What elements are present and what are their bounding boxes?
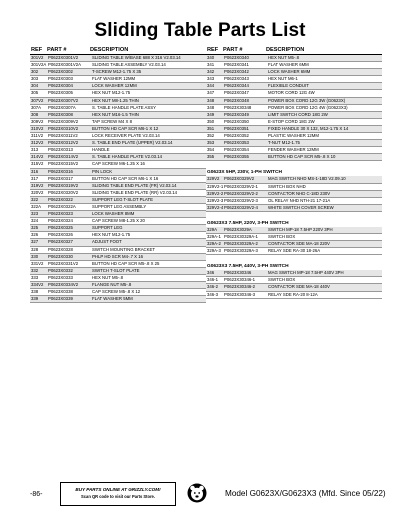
description-cell: SLIDING TABLE END PLATE (FR) V2.03.14 [91, 182, 206, 189]
part-number-cell: P0623X0350 [223, 118, 267, 125]
table-row [30, 168, 206, 175]
table-row [30, 267, 206, 274]
table-row [30, 175, 206, 182]
part-number-cell: P0623X0332 [47, 267, 91, 274]
ref-cell: 334V2 [30, 282, 47, 289]
description-cell: SWITCH T-SLOT PLATE [91, 267, 206, 274]
description-cell: BUTTON HD CAP SCR M6-1 X 16 [91, 175, 206, 182]
description-cell: S. TABLE END PLATE (UPPER) V2.03.14 [91, 140, 206, 147]
section-table [206, 227, 382, 255]
ref-cell: 344 [206, 83, 223, 90]
part-number-cell: P0623X0327 [47, 239, 91, 246]
ref-cell: 329V2-4 [207, 204, 223, 210]
parts-table-right [206, 55, 382, 161]
description-cell: CONTACTOR SDE MA-18 440V [267, 284, 382, 291]
description-cell: RELAY SDE RA-30 18-26A [267, 248, 382, 255]
table-row [206, 183, 382, 190]
table-row [206, 277, 382, 284]
description-cell: PIN LOCK [91, 168, 206, 175]
part-number-cell: P0623X30329A-3 [223, 248, 267, 255]
header-part: PART # [223, 47, 243, 53]
table-row [206, 197, 382, 204]
description-cell: MAG SWITCH MP-18 7.5HP 440V 3PH [267, 270, 382, 277]
table-row [206, 83, 382, 90]
table-row [30, 246, 206, 253]
part-number-cell: P0623X30346 [223, 270, 267, 277]
part-number-cell: P0623X0341 [223, 62, 267, 69]
table-row [30, 274, 206, 281]
description-cell: FIXED HANDLE 30 X 132, M12-1.75 X 14 [267, 125, 382, 132]
section-title: G0623X3 7.5HP, 440V, 3-PH SWITCH [207, 264, 289, 270]
table-row [30, 225, 206, 232]
ref-cell: 329A-1 [206, 233, 223, 240]
ref-cell: 315V2 [30, 161, 47, 168]
table-row [30, 62, 206, 69]
part-number-cell: P0623X0308 [47, 111, 91, 118]
table-row [206, 176, 382, 183]
part-number-cell: P0623X30346-2 [223, 284, 267, 291]
ref-cell: 308 [30, 111, 47, 118]
table-row [30, 76, 206, 83]
description-cell: PHLP HD SCR M4-.7 X 16 [91, 253, 206, 260]
ref-cell: 307A [30, 104, 47, 111]
table-row [206, 133, 382, 140]
description-cell: POWER BOX CORD 12G 4W (G0623X3) [267, 104, 382, 111]
part-number-cell: P0623X0322A [47, 203, 91, 210]
description-cell: SWITCH MOUNTING BRACKET [91, 246, 206, 253]
buy-parts-link[interactable]: BUY PARTS ONLINE AT GRIZZLY.COM! [75, 487, 161, 492]
header-ref: REF [31, 47, 43, 53]
part-number-cell: P0623X0312V2 [47, 140, 91, 147]
table-row [30, 211, 206, 218]
part-number-cell: P0623X0301V2A [47, 62, 91, 69]
description-cell: FLAT WASHER 6MM [267, 62, 382, 69]
table-row [30, 125, 206, 132]
header-description: DESCRIPTION [266, 47, 305, 53]
table-row [30, 218, 206, 225]
ref-cell: 322 [30, 196, 47, 203]
table-row [30, 260, 206, 267]
parts-table-left [30, 55, 206, 303]
part-number-cell: P0623X0326 [47, 232, 91, 239]
ref-cell: 346-3 [206, 291, 223, 298]
description-cell: FENDER WASHER 12MM [267, 147, 382, 154]
part-number-cell: P0623X0338 [47, 289, 91, 296]
description-cell: LOCK WASHER 12MM [91, 83, 206, 90]
table-row [30, 296, 206, 303]
table-row [206, 140, 382, 147]
description-cell: T-SCREW M12-1.75 X 35 [91, 69, 206, 76]
ref-cell: 348 [206, 104, 223, 111]
table-row [30, 55, 206, 62]
description-cell: SWITCH BOX NHD [267, 183, 382, 190]
part-number-cell: P0623X0354 [223, 147, 267, 154]
page-number: -86- [30, 491, 43, 498]
part-number-cell: P0623X0339 [47, 296, 91, 303]
description-cell: SLIDING TABLE W/BASE 688 X 316 V2.03.14 [91, 55, 206, 62]
ref-cell: 320V2 [30, 189, 47, 196]
table-row [206, 291, 382, 298]
ref-cell: 301V2A [31, 62, 47, 68]
table-row [206, 270, 382, 277]
part-number-cell: P0623X0310V2 [47, 125, 91, 132]
ref-cell: 352 [206, 133, 223, 140]
part-number-cell: P0623X0329V2-1 [223, 183, 267, 190]
header-description: DESCRIPTION [90, 47, 129, 53]
table-row [30, 203, 206, 210]
ref-cell: 355 [206, 154, 223, 161]
part-number-cell: P0623X0307V2 [47, 97, 91, 104]
part-number-cell: P0623X0329V2-4 [223, 204, 267, 211]
description-cell: CAP SCREW M6-1.25 X 16 [91, 161, 206, 168]
table-row [30, 118, 206, 125]
table-row [30, 282, 206, 289]
ref-cell: 322A [30, 203, 47, 210]
section-table [206, 176, 382, 211]
ref-cell: 323 [30, 211, 47, 218]
table-row [206, 62, 382, 69]
table-row [30, 147, 206, 154]
part-number-cell: P0623X0324 [47, 218, 91, 225]
part-number-cell: P0623X0302 [47, 69, 91, 76]
ref-cell: 329A-3 [206, 248, 223, 255]
section-table [206, 270, 382, 298]
ref-cell: 340 [206, 55, 223, 62]
ref-cell: 330 [30, 253, 47, 260]
ref-cell: 312V2 [30, 140, 47, 147]
ref-cell: 347 [206, 90, 223, 97]
ref-cell: 316 [30, 168, 47, 175]
description-cell: HEX NUT M12-1.75 [91, 90, 206, 97]
description-cell: TAP SCREW M4 X 8 [91, 118, 206, 125]
part-number-cell: P0623X0301V2 [47, 55, 91, 62]
section-title: G0623X 5HP, 230V, 1-PH SWITCH [207, 170, 282, 176]
qr-code-note: Scan QR code to visit our Parts Store. [81, 494, 155, 499]
part-number-cell: P0623X0353 [223, 140, 267, 147]
description-cell: SWITCH BOX [267, 277, 382, 284]
ref-cell: 305 [30, 90, 47, 97]
description-cell: BUTTON HD CAP SCR M6-1 X 12 [91, 125, 206, 132]
ref-cell: 346 [206, 270, 223, 277]
table-row [206, 154, 382, 161]
description-cell: FLANGE NUT M5-.8 [91, 282, 206, 289]
description-cell: ADJUST FOOT [91, 239, 206, 246]
table-row [30, 69, 206, 76]
ref-cell: 304 [30, 83, 47, 90]
description-cell: SUPPORT LEG ASSEMBLY [91, 203, 206, 210]
description-cell: CONTACTOR NHD C-18D 230V [267, 190, 382, 197]
part-number-cell: P0623X0328 [47, 246, 91, 253]
ref-cell: 326 [30, 232, 47, 239]
description-cell: LOCK RECEIVER PLATE V2.03.14 [91, 133, 206, 140]
part-number-cell: P0623X0317 [47, 175, 91, 182]
table-row [206, 69, 382, 76]
description-cell: SWITCH BOX [267, 233, 382, 240]
table-row [30, 97, 206, 104]
description-cell: WHITE SWITCH COVER SCREW [267, 204, 382, 211]
part-number-cell: P0623X0340 [223, 55, 267, 62]
ref-cell: 329V2 [206, 176, 223, 183]
header-ref: REF [207, 47, 219, 53]
description-cell: MOTOR CORD 12G 4W [267, 90, 382, 97]
ref-cell: 329V2-2 [207, 190, 223, 196]
part-number-cell: P0623X0355 [223, 154, 267, 161]
part-number-cell: P0623X0343 [223, 76, 267, 83]
table-row [30, 154, 206, 161]
part-number-cell: P0623X0303 [47, 76, 91, 83]
ref-cell: 343 [206, 76, 223, 83]
part-number-cell: P0623X0347 [223, 90, 267, 97]
page-title: Sliding Table Parts List [94, 20, 306, 41]
part-number-cell: P0623X0351 [223, 125, 267, 132]
part-number-cell: P0623X0334V2 [47, 282, 91, 289]
table-row [206, 125, 382, 132]
table-row [30, 111, 206, 118]
table-row [30, 253, 206, 260]
description-cell: PLASTIC WASHER 12MM [267, 133, 382, 140]
ref-cell: 339 [30, 296, 47, 303]
ref-cell: 349 [206, 111, 223, 118]
part-number-cell: P0623X0329V2 [223, 176, 267, 183]
table-row [30, 90, 206, 97]
table-row [206, 190, 382, 197]
table-row [30, 239, 206, 246]
table-row [30, 161, 206, 168]
part-number-cell: P0623X0330 [47, 253, 91, 260]
table-row [206, 284, 382, 291]
ref-cell: 325 [30, 225, 47, 232]
ref-cell: 329A [206, 227, 223, 234]
description-cell: SLIDING TABLE ASSEMBLY V2.03.14 [91, 62, 206, 69]
ref-cell: 353 [206, 140, 223, 147]
ref-cell: 333 [30, 274, 47, 281]
part-number-cell: P0623X30346-1 [223, 277, 267, 284]
table-row [206, 241, 382, 248]
part-number-cell: P0623X0314V2 [47, 154, 91, 161]
description-cell: LIMIT SWITCH CORD 18G 2W [267, 111, 382, 118]
part-number-cell: P0623X0316 [47, 168, 91, 175]
page-footer [0, 470, 400, 510]
part-number-cell: P0623X0352 [223, 133, 267, 140]
part-number-cell: P0623X30329A-2 [223, 241, 267, 248]
description-cell: CAP SCREW M5-.8 X 12 [91, 289, 206, 296]
description-cell: CONTACTOR SDE MA-18 220V [267, 241, 382, 248]
ref-cell: 327 [30, 239, 47, 246]
part-number-cell: P0623X0329V2-3 [223, 197, 267, 204]
ref-cell: 329V2-1 [207, 183, 223, 189]
ref-cell: 307V2 [30, 97, 47, 104]
ref-cell: 313 [30, 147, 47, 154]
table-row [206, 204, 382, 211]
ref-cell: 346-1 [206, 277, 223, 284]
table-row [30, 189, 206, 196]
description-cell: FLAT WASHER 12MM [91, 76, 206, 83]
table-row [206, 118, 382, 125]
part-number-cell: P0623X30348 [223, 104, 267, 111]
description-cell: POWER BOX CORD 12G 3W (G0623X) [267, 97, 382, 104]
table-row [206, 97, 382, 104]
table-row [206, 55, 382, 62]
description-cell: SUPPORT LEG T-SLOT PLATE [91, 196, 206, 203]
part-number-cell: P0623X0305 [47, 90, 91, 97]
table-row [30, 196, 206, 203]
parts-column-right [206, 47, 382, 299]
description-cell: RELAY SDE RA-20 8-12A [267, 291, 382, 298]
part-number-cell: P0623X0307A [47, 104, 91, 111]
part-number-cell: P0623X0333 [47, 274, 91, 281]
part-number-cell: P0623X0309V2 [47, 118, 91, 125]
description-cell: BUTTON HD CAP SCR M5-.8 X 10 [267, 154, 382, 161]
header-part: PART # [47, 47, 67, 53]
part-number-cell: P0623X0349 [223, 111, 267, 118]
part-number-cell: P0623X0344 [223, 83, 267, 90]
description-cell: HEX NUT M5-.8 [267, 55, 382, 62]
description-cell: FLEXIBLE CONDUIT [267, 83, 382, 90]
table-row [206, 104, 382, 111]
part-number-cell: P0623X0320V2 [47, 189, 91, 196]
description-cell: LOCK WASHER 8MM [91, 211, 206, 218]
grizzly-bear-logo-icon [187, 483, 207, 503]
table-row [206, 233, 382, 240]
part-number-cell: P0623X0322 [47, 196, 91, 203]
part-number-cell: P0623X3029A [223, 227, 267, 234]
description-cell: E-STOP CORD 18G 2W [267, 118, 382, 125]
ref-cell: 309V2 [30, 118, 47, 125]
description-cell: HEX NUT M5-.8 [91, 274, 206, 281]
ref-cell: 302 [30, 69, 47, 76]
ref-cell: 303 [30, 76, 47, 83]
ref-cell: 351 [206, 125, 223, 132]
table-row [30, 104, 206, 111]
description-cell: MAG SWITCH NHD MS-1-18D V2.09.10 [267, 176, 382, 183]
ref-cell: 331V2 [30, 260, 47, 267]
part-number-cell: P0623X0331V2 [47, 260, 91, 267]
ref-cell: 342 [206, 69, 223, 76]
ref-cell: 317 [30, 175, 47, 182]
part-number-cell: P0623X0348 [223, 97, 267, 104]
description-cell: HEX NUT M12-1.75 [91, 232, 206, 239]
ref-cell: 311V2 [30, 133, 47, 140]
part-number-cell: P0623X0313 [47, 147, 91, 154]
ref-cell: 329A-2 [206, 241, 223, 248]
section-title: G0623X3 7.5HP, 220V, 3-PH SWITCH [207, 220, 289, 226]
table-row [30, 182, 206, 189]
table-row [206, 90, 382, 97]
parts-column-left [30, 47, 206, 303]
ref-cell: 324 [30, 218, 47, 225]
table-row [206, 147, 382, 154]
table-row [30, 133, 206, 140]
description-cell: T-NUT M12-1.75 [267, 140, 382, 147]
description-cell: HEX NUT M6-1 [267, 76, 382, 83]
description-cell: S. TABLE HANDLE PLATE V2.03.14 [91, 154, 206, 161]
description-cell: FLAT WASHER 5MM [91, 296, 206, 303]
description-cell: BUTTON HD CAP SCR M5-.8 X 25 [91, 260, 206, 267]
table-row [206, 76, 382, 83]
description-cell: HEX NUT M16-1.5 THIN [91, 111, 206, 118]
table-row [30, 289, 206, 296]
table-row [206, 111, 382, 118]
description-cell: HEX NUT M8-1.25 THIN [91, 97, 206, 104]
ref-cell: 329V2-3 [207, 197, 223, 203]
description-cell: OL RELAY NHD NTH-21 17-21A [267, 197, 382, 204]
model-line: Model G0623X/G0623X3 (Mfd. Since 05/22) [225, 489, 386, 498]
ref-cell: 314V2 [30, 154, 47, 161]
ref-cell: 319V2 [30, 182, 47, 189]
ref-cell: 354 [206, 147, 223, 154]
part-number-cell: P0623X0319V2 [47, 182, 91, 189]
part-number-cell: P0623X0329V2-2 [223, 190, 267, 197]
description-cell: SLIDING TABLE END PLATE (RR) V2.03.14 [91, 189, 206, 196]
table-header [206, 47, 382, 55]
ref-cell: 350 [206, 118, 223, 125]
buy-parts-box[interactable] [60, 482, 176, 506]
part-number-cell: P0623X0315V2 [47, 161, 91, 168]
ref-cell: 338 [30, 289, 47, 296]
ref-cell: 346-2 [206, 284, 223, 291]
part-number-cell: P0623X0311V2 [47, 133, 91, 140]
table-row [30, 83, 206, 90]
description-cell: SWITCH MP-18 7.5HP 220V 3PH [267, 227, 382, 234]
ref-cell: 332 [30, 267, 47, 274]
ref-cell: 348 [206, 97, 223, 104]
ref-cell: 310V2 [30, 125, 47, 132]
ref-cell: 328 [30, 246, 47, 253]
ref-cell: 301V2 [30, 55, 47, 62]
description-cell: CAP SCREW M8-1.25 X 20 [91, 218, 206, 225]
table-row [206, 227, 382, 234]
table-row [30, 232, 206, 239]
ref-cell: 341 [206, 62, 223, 69]
part-number-cell: P0623X30346-3 [223, 291, 267, 298]
part-number-cell: P0623X0342 [223, 69, 267, 76]
table-header [30, 47, 206, 55]
description-cell: LOCK WASHER 6MM [267, 69, 382, 76]
table-row [30, 140, 206, 147]
part-number-cell: P0623X30329A-1 [223, 233, 267, 240]
description-cell: SUPPORT LEG [91, 225, 206, 232]
part-number-cell: P0623X0323 [47, 211, 91, 218]
description-cell: HANDLE [91, 147, 206, 154]
part-number-cell: P0623X0304 [47, 83, 91, 90]
description-cell: S. TABLE HANDLE PLATE ASSY [91, 104, 206, 111]
part-number-cell: P0623X0325 [47, 225, 91, 232]
table-row [206, 248, 382, 255]
